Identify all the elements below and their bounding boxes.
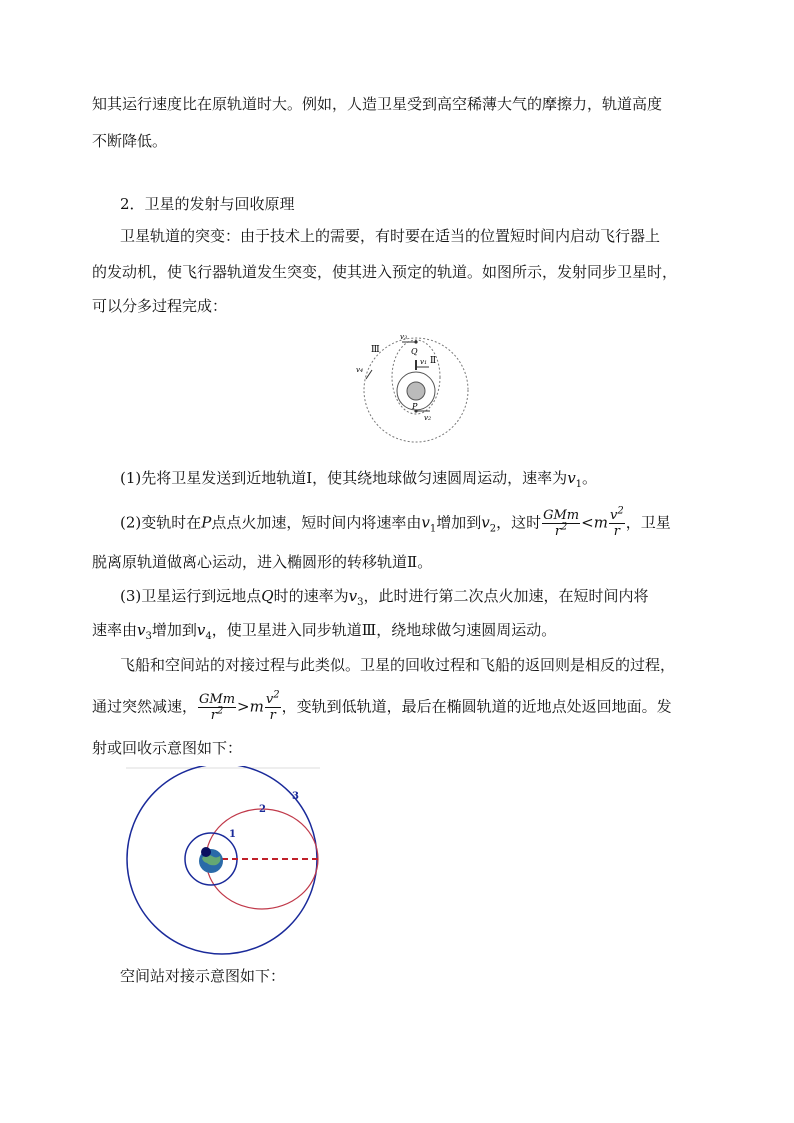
section-p1-line-3: 可以分多过程完成：	[92, 297, 228, 315]
recovery-line-1: 飞船和空间站的对接过程与此类似。卫星的回收过程和飞船的返回则是相反的过程，	[120, 656, 676, 674]
docking-caption: 空间站对接示意图如下：	[120, 967, 286, 985]
intro-line-1: 知其运行速度比在原轨道时大。例如，人造卫星受到高空稀薄大气的摩擦力，轨道高度	[92, 95, 663, 113]
step-1: (1)先将卫星发送到近地轨道Ⅰ，使其绕地球做匀速圆周运动，速率为$v_1$。	[120, 469, 598, 490]
label-v3: v3	[400, 333, 408, 341]
satellite-dot	[201, 847, 211, 857]
section-p1-line-2: 的发动机，使飞行器轨道发生突变，使其进入预定的轨道。如图所示，发射同步卫星时，	[92, 263, 678, 281]
label-orbit-3: Ⅲ	[371, 345, 380, 355]
label-P: P	[412, 402, 418, 411]
step-2-line-2: 脱离原轨道做离心运动，进入椭圆形的转移轨道Ⅱ。	[92, 553, 433, 571]
fraction-v2-r-recovery: $\frac{v^2}{r}$	[265, 689, 280, 723]
fraction-v2-r: $\frac{v^2}{r}$	[609, 505, 624, 539]
label-v2: v2	[424, 414, 432, 422]
intro-line-2: 不断降低。	[92, 132, 168, 150]
transfer-orbit-diagram	[122, 766, 322, 956]
label-orbit-1: 1	[229, 829, 236, 840]
label-orbit-2: Ⅱ	[430, 356, 437, 366]
label-Q: Q	[411, 347, 418, 356]
recovery-line-2: 通过突然减速， $\frac{\text{GMm}}{r^2}$ >m $\frac{v^2}{r}$ ，变轨到低轨道，最后在椭圆轨道的近地点处返回地面。发	[92, 689, 672, 723]
label-v1: v1	[420, 358, 428, 366]
label-orbit-3: 3	[292, 791, 299, 802]
label-orbit-2: 2	[259, 804, 266, 815]
section-p1-line-1: 卫星轨道的突变：由于技术上的需要，有时要在适当的位置短时间内启动飞行器上	[120, 227, 661, 245]
step-3-line-1: (3)卫星运行到远地点Q时的速率为$v_3$，此时进行第二次点火加速，在短时间内将	[120, 587, 649, 608]
label-v4: v4	[356, 366, 364, 374]
launch-orbit-diagram	[354, 330, 479, 445]
section-heading: 2．卫星的发射与回收原理	[120, 195, 295, 213]
recovery-line-3: 射或回收示意图如下：	[92, 739, 243, 757]
earth-ball	[407, 382, 425, 400]
step-2-line-1: (2)变轨时在P点点火加速，短时间内将速率由$v_1$增加到$v_2$，这时 $\frac{\text{GMm}}{r^2}$ <m $\frac{v^2}{r}$ ，卫星	[120, 505, 671, 539]
fraction-gmm-r2-recovery: $\frac{\text{GMm}}{r^2}$	[199, 692, 236, 723]
step-3-line-2: 速率由$v_3$增加到$v_4$，使卫星进入同步轨道Ⅲ，绕地球做匀速圆周运动。	[92, 621, 557, 642]
fraction-gmm-r2: $\frac{\text{GMm}}{r^2}$	[543, 508, 580, 539]
